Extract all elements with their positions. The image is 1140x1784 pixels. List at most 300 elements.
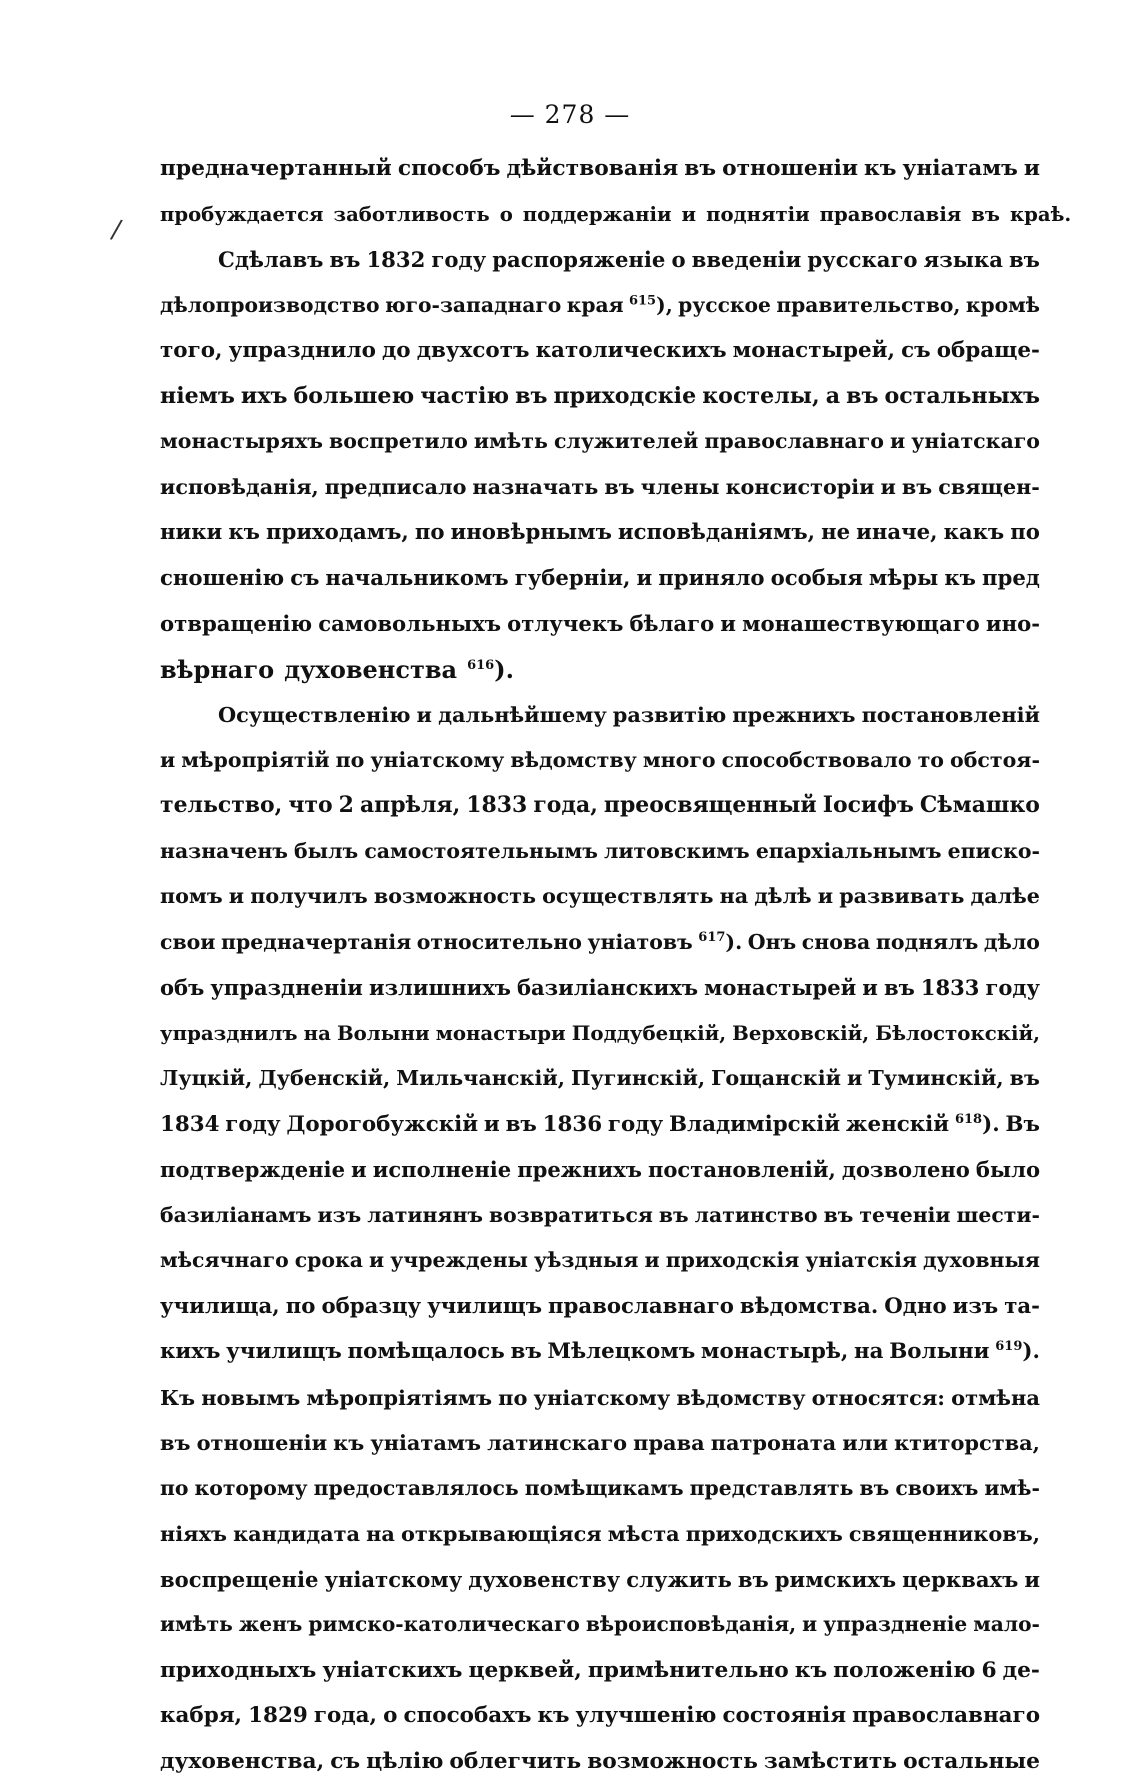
word: то [918,738,944,784]
word: мѣропріятій [181,738,329,784]
word: уніатовъ [587,920,692,966]
word: дѣлѣ [754,874,811,920]
word: училища, [160,1284,280,1330]
text-line [160,465,1040,511]
word: Мѣлецкомъ [547,1329,695,1375]
word: женъ [239,1602,302,1648]
word: Одно [884,1284,946,1330]
word: Въ [1005,1102,1039,1148]
word: ино- [986,601,1040,647]
word: въ [824,1193,854,1239]
word: монастырѣ, [701,1329,848,1375]
word: году [985,965,1039,1011]
text-line [160,283,1040,329]
word: упраздненіи [210,965,363,1011]
word: и [484,1102,500,1148]
word: предписало [325,465,467,511]
text-line [160,237,1040,283]
word: Верховскій, [732,1011,869,1057]
word: цѣлію [366,1739,443,1784]
word: развивать [839,874,964,920]
word: церквахъ [902,1557,1018,1603]
word: и [369,1238,384,1284]
word: духовныя [923,1238,1040,1284]
text-line [160,1238,1040,1284]
word: Поддубецкій, [572,1011,726,1057]
word: Туминскій, [868,1056,1003,1102]
word: частію [420,374,509,420]
word: духовенству [468,1557,620,1603]
word: тельство, [160,783,282,829]
word: уніатскому [534,1375,671,1421]
word: католическихъ [536,328,727,374]
word: священниковъ, [849,1511,1040,1557]
word: 2 [339,783,354,829]
word: приходскіе [553,374,696,420]
word: базиліанскихъ [517,965,698,1011]
word: и [645,1238,660,1284]
word: и [417,692,432,738]
word: году [431,237,486,283]
word: 1834 [160,1102,220,1148]
word: училищъ [226,1329,342,1375]
word: кабря, [160,1693,242,1739]
word: въ [604,465,634,511]
text-line [160,146,1040,192]
word: способахъ [404,1693,532,1739]
word: духовенства, [160,1739,324,1784]
word: представлять [690,1466,854,1512]
word: учреждены [390,1238,528,1284]
word: священ- [938,465,1040,511]
word: года, [533,783,598,829]
word: на [854,1329,884,1375]
word: воспрещеніе [160,1557,318,1603]
word: уніатскому [324,1557,462,1603]
word: вѣдомства. [740,1284,878,1330]
margin-pencil-mark: / [109,214,124,245]
word: образцу [321,1284,421,1330]
word: Луцкій, [160,1056,252,1102]
word: краѣ. [1010,192,1071,238]
word: Мильчанскій, [396,1056,565,1102]
word: края [567,283,624,329]
word: костелы, [702,374,819,420]
word: женскій [846,1102,949,1148]
word: имѣть [474,419,548,465]
word: отлучекъ [507,601,623,647]
word: 1832 [366,237,425,283]
word: 1833 [921,965,980,1011]
text-line [160,328,1040,374]
word: и [351,1147,367,1193]
word: по [1010,510,1040,556]
word: литовскимъ [604,829,750,875]
word: Бѣлостокскій, [875,1011,1040,1057]
word: служить [626,1557,732,1603]
word: пред [982,556,1040,602]
text-line [160,738,1040,784]
word: права [633,1420,704,1466]
word: уніатскому [370,738,504,784]
word: Пугинскій, [571,1056,705,1102]
word: сношенію [160,556,284,602]
word: приходныхъ [160,1648,316,1694]
word: ктиторства, [894,1420,1040,1466]
word: мѣропріятіямъ [306,1375,492,1421]
word: до [382,328,411,374]
word: исповѣданіямъ, [618,510,815,556]
text-line [160,1648,1040,1694]
word: году [225,1102,280,1148]
word: мѣры [869,556,938,602]
word: постановленій, [648,1147,836,1193]
text-line [160,1693,1040,1739]
word: приняло [658,556,764,602]
word: изъ [318,1193,362,1239]
word: новымъ [201,1375,300,1421]
word: большею [294,374,415,420]
text-line [160,192,1040,238]
text-line [160,419,1040,465]
word: $^{616}$). [467,647,514,693]
word: къ [944,556,976,602]
word: упразднило [229,328,376,374]
word: къ [795,1648,827,1694]
word: излишнихъ [369,965,511,1011]
word: въ [902,465,932,511]
footnote-marker: 617 [698,930,725,945]
text-line [160,1557,1040,1603]
word: обстоя- [950,738,1040,784]
word: въ [1010,1056,1040,1102]
text-line [160,374,1040,420]
word: преосвященный [604,783,817,829]
word: состоянія [722,1693,846,1739]
word: русское [678,283,771,329]
word: языка [924,237,1003,283]
word: мѣсячнаго [160,1238,289,1284]
word: и [229,874,244,920]
word: дѣлопроизводство [160,283,379,329]
word: и [682,192,697,238]
word: къ [864,146,896,192]
word: остальныхъ [884,374,1039,420]
word: вѣдомству [676,1375,805,1421]
word: пробуждается [160,192,324,238]
word: осуществлять [542,874,713,920]
word: апрѣля, [360,783,460,829]
text-line [160,1466,1040,1512]
word: подтвержденіе [160,1147,345,1193]
word: и [1024,146,1040,192]
word: православнаго [852,1693,1040,1739]
text-line [160,510,1040,556]
text-line [160,1739,1040,1784]
word: и [720,601,736,647]
word: 1829 [248,1693,308,1739]
text-line [160,1375,1040,1421]
word: Сдѣлавъ [218,237,323,283]
word: въ [515,374,547,420]
word: введеніи [692,237,802,283]
word: о [500,192,513,238]
text-line [160,965,1040,1011]
word: церквей, [469,1648,582,1694]
word: Волыни [889,1329,989,1375]
word: юго-западнаго [385,283,561,329]
word: году [608,1102,663,1148]
word: заботливость [334,192,490,238]
word: воспретило [329,419,468,465]
word: мало- [973,1602,1040,1648]
word: изъ [953,1284,999,1330]
word: кандидата [233,1511,360,1557]
text-line [160,920,1040,966]
word: ихъ [241,374,288,420]
word: по [336,738,365,784]
word: исполненіе [373,1147,512,1193]
word: монастыри [436,1011,566,1057]
text-line [160,829,1040,875]
word: по [286,1284,316,1330]
word: прежнихъ [732,692,855,738]
word: служителей [554,419,698,465]
word: теченіи [859,1193,950,1239]
page-number: — 278 — [0,100,1140,129]
word: улучшенію [576,1693,717,1739]
word: въ [1009,237,1040,283]
word: бѣлаго [629,601,714,647]
text-line [160,1056,1040,1102]
word: въ [329,237,360,283]
word: или [842,1420,888,1466]
word: положенію [833,1648,975,1694]
text-line [160,1193,1040,1239]
word: ники [160,510,222,556]
word: способъ [398,146,501,192]
word: было [976,1147,1040,1193]
word: прежнихъ [517,1147,642,1193]
word: упразднилъ [160,1011,298,1057]
word: Іосифъ [823,783,914,829]
word: монастырей, [733,328,895,374]
word: открывающіяся [401,1511,602,1557]
word: и [847,1056,862,1102]
word: Владимірскій [669,1102,840,1148]
word: ніяхъ [160,1511,227,1557]
word: на [366,1511,395,1557]
word: $^{615}$), [629,283,673,329]
word: монашествующаго [742,601,980,647]
word: $^{618}$). [955,1102,1000,1148]
word: Сѣмашко [920,783,1040,829]
word: распоряженіе [492,237,665,283]
word: приходамъ, [266,510,409,556]
word: русскаго [807,237,917,283]
word: назначенъ [160,829,288,875]
text-line [160,1329,1040,1375]
word: ніемъ [160,374,235,420]
word: православнаго [704,419,884,465]
word: и [881,465,896,511]
word: уѣздныя [534,1238,638,1284]
word: Дубенскій, [258,1056,390,1102]
word: 6 [981,1648,996,1694]
word: уніатскаго [911,419,1040,465]
word: и [636,556,652,602]
text-line [160,1011,1040,1057]
word: по [160,1466,188,1512]
word: года, [314,1693,377,1739]
word: къ [333,1420,364,1466]
word: въ [510,1329,541,1375]
word: латинство [695,1193,818,1239]
word: которому [195,1466,308,1512]
word: епархіальнымъ [756,829,942,875]
word: монастырей [704,965,856,1011]
word: помъ [160,874,223,920]
word: та- [1004,1284,1040,1330]
word: православія [820,192,962,238]
word: имѣть [160,1602,233,1648]
word: приходскія [666,1238,800,1284]
word: въ [659,1193,689,1239]
word: возможность [374,874,536,920]
word: вѣроисповѣданія, [586,1602,796,1648]
word: уніатскихъ [322,1648,462,1694]
word: въ [506,1102,537,1148]
word: назначать [472,465,598,511]
word: былъ [294,829,358,875]
word: поднятіи [706,192,810,238]
word: снова [802,920,871,966]
word: помѣщалось [347,1329,504,1375]
word: обраще- [937,328,1040,374]
word: что [288,783,332,829]
word: объ [160,965,204,1011]
word: свои [160,920,215,966]
word: римско-католическаго [308,1602,579,1648]
word: остальные [903,1739,1040,1784]
word: своихъ [895,1466,978,1512]
text-line [160,647,1040,693]
word: съ [901,328,931,374]
text-line [160,783,1040,829]
word: отвращенію [160,601,312,647]
word: въ [971,192,1000,238]
word: самостоятельнымъ [364,829,598,875]
word: къ [228,510,260,556]
word: возможность [587,1739,758,1784]
word: отношеніи [197,1420,327,1466]
word: кихъ [160,1329,220,1375]
word: кромѣ [966,283,1040,329]
word: и [862,965,878,1011]
word: духовенства [284,647,457,693]
word: имѣ- [984,1466,1040,1512]
word: римскихъ [775,1557,896,1603]
word: вѣрнаго [160,647,274,693]
word: относительно [417,920,582,966]
word: упраздненіе [823,1602,967,1648]
word: мѣста [608,1511,680,1557]
word: еписко- [948,829,1040,875]
word: съ [330,1739,360,1784]
word: дѣйствованія [506,146,678,192]
word: въ [860,1466,890,1512]
word: и [802,1602,817,1648]
word: и [818,874,833,920]
word: развитію [613,692,726,738]
text-line [160,874,1040,920]
word: получилъ [250,874,368,920]
text-line [160,1284,1040,1330]
word: 1833 [466,783,527,829]
word: въ [160,1420,191,1466]
word: постановленій [862,692,1040,738]
word: дозволено [842,1147,970,1193]
footnote-marker: 619 [995,1339,1022,1354]
word: $^{619}$). [995,1329,1040,1375]
word: не [821,510,850,556]
text-line [160,556,1040,602]
word: уніатамъ [370,1420,481,1466]
word: латинскаго [487,1420,627,1466]
footnote-marker: 615 [629,293,656,308]
word: къ [537,1693,569,1739]
word: на [304,1011,331,1057]
word: консисторіи [726,465,875,511]
word: $^{617}$). [698,920,742,966]
text-line [160,1102,1040,1148]
word: далѣе [971,874,1040,920]
body-text [160,146,1040,1784]
word: особыя [771,556,863,602]
word: и [1024,1557,1040,1603]
word: о [383,1693,397,1739]
word: съ [290,556,319,602]
word: предоставлялось [314,1466,519,1512]
word: предначертанный [160,146,392,192]
word: уніатскія [805,1238,917,1284]
word: въ [684,146,716,192]
word: Къ [160,1375,195,1421]
word: самовольныхъ [318,601,501,647]
word: приходскихъ [686,1511,843,1557]
word: въ [884,965,915,1011]
word: и [160,738,175,784]
word: а [826,374,840,420]
word: монастыряхъ [160,419,323,465]
word: по [415,510,445,556]
footnote-marker: 618 [955,1111,982,1126]
word: уніатамъ [902,146,1017,192]
word: члены [641,465,720,511]
word: начальникомъ [325,556,508,602]
word: и [890,419,905,465]
word: въ [738,1557,769,1603]
word: училищъ [427,1284,542,1330]
word: губерніи, [515,556,631,602]
word: Гощанскій [711,1056,841,1102]
word: Дорогобужскій [286,1102,478,1148]
word: де- [1003,1648,1040,1694]
word: срока [295,1238,363,1284]
word: возвратиться [489,1193,653,1239]
word: патроната [711,1420,837,1466]
word: шести- [957,1193,1040,1239]
